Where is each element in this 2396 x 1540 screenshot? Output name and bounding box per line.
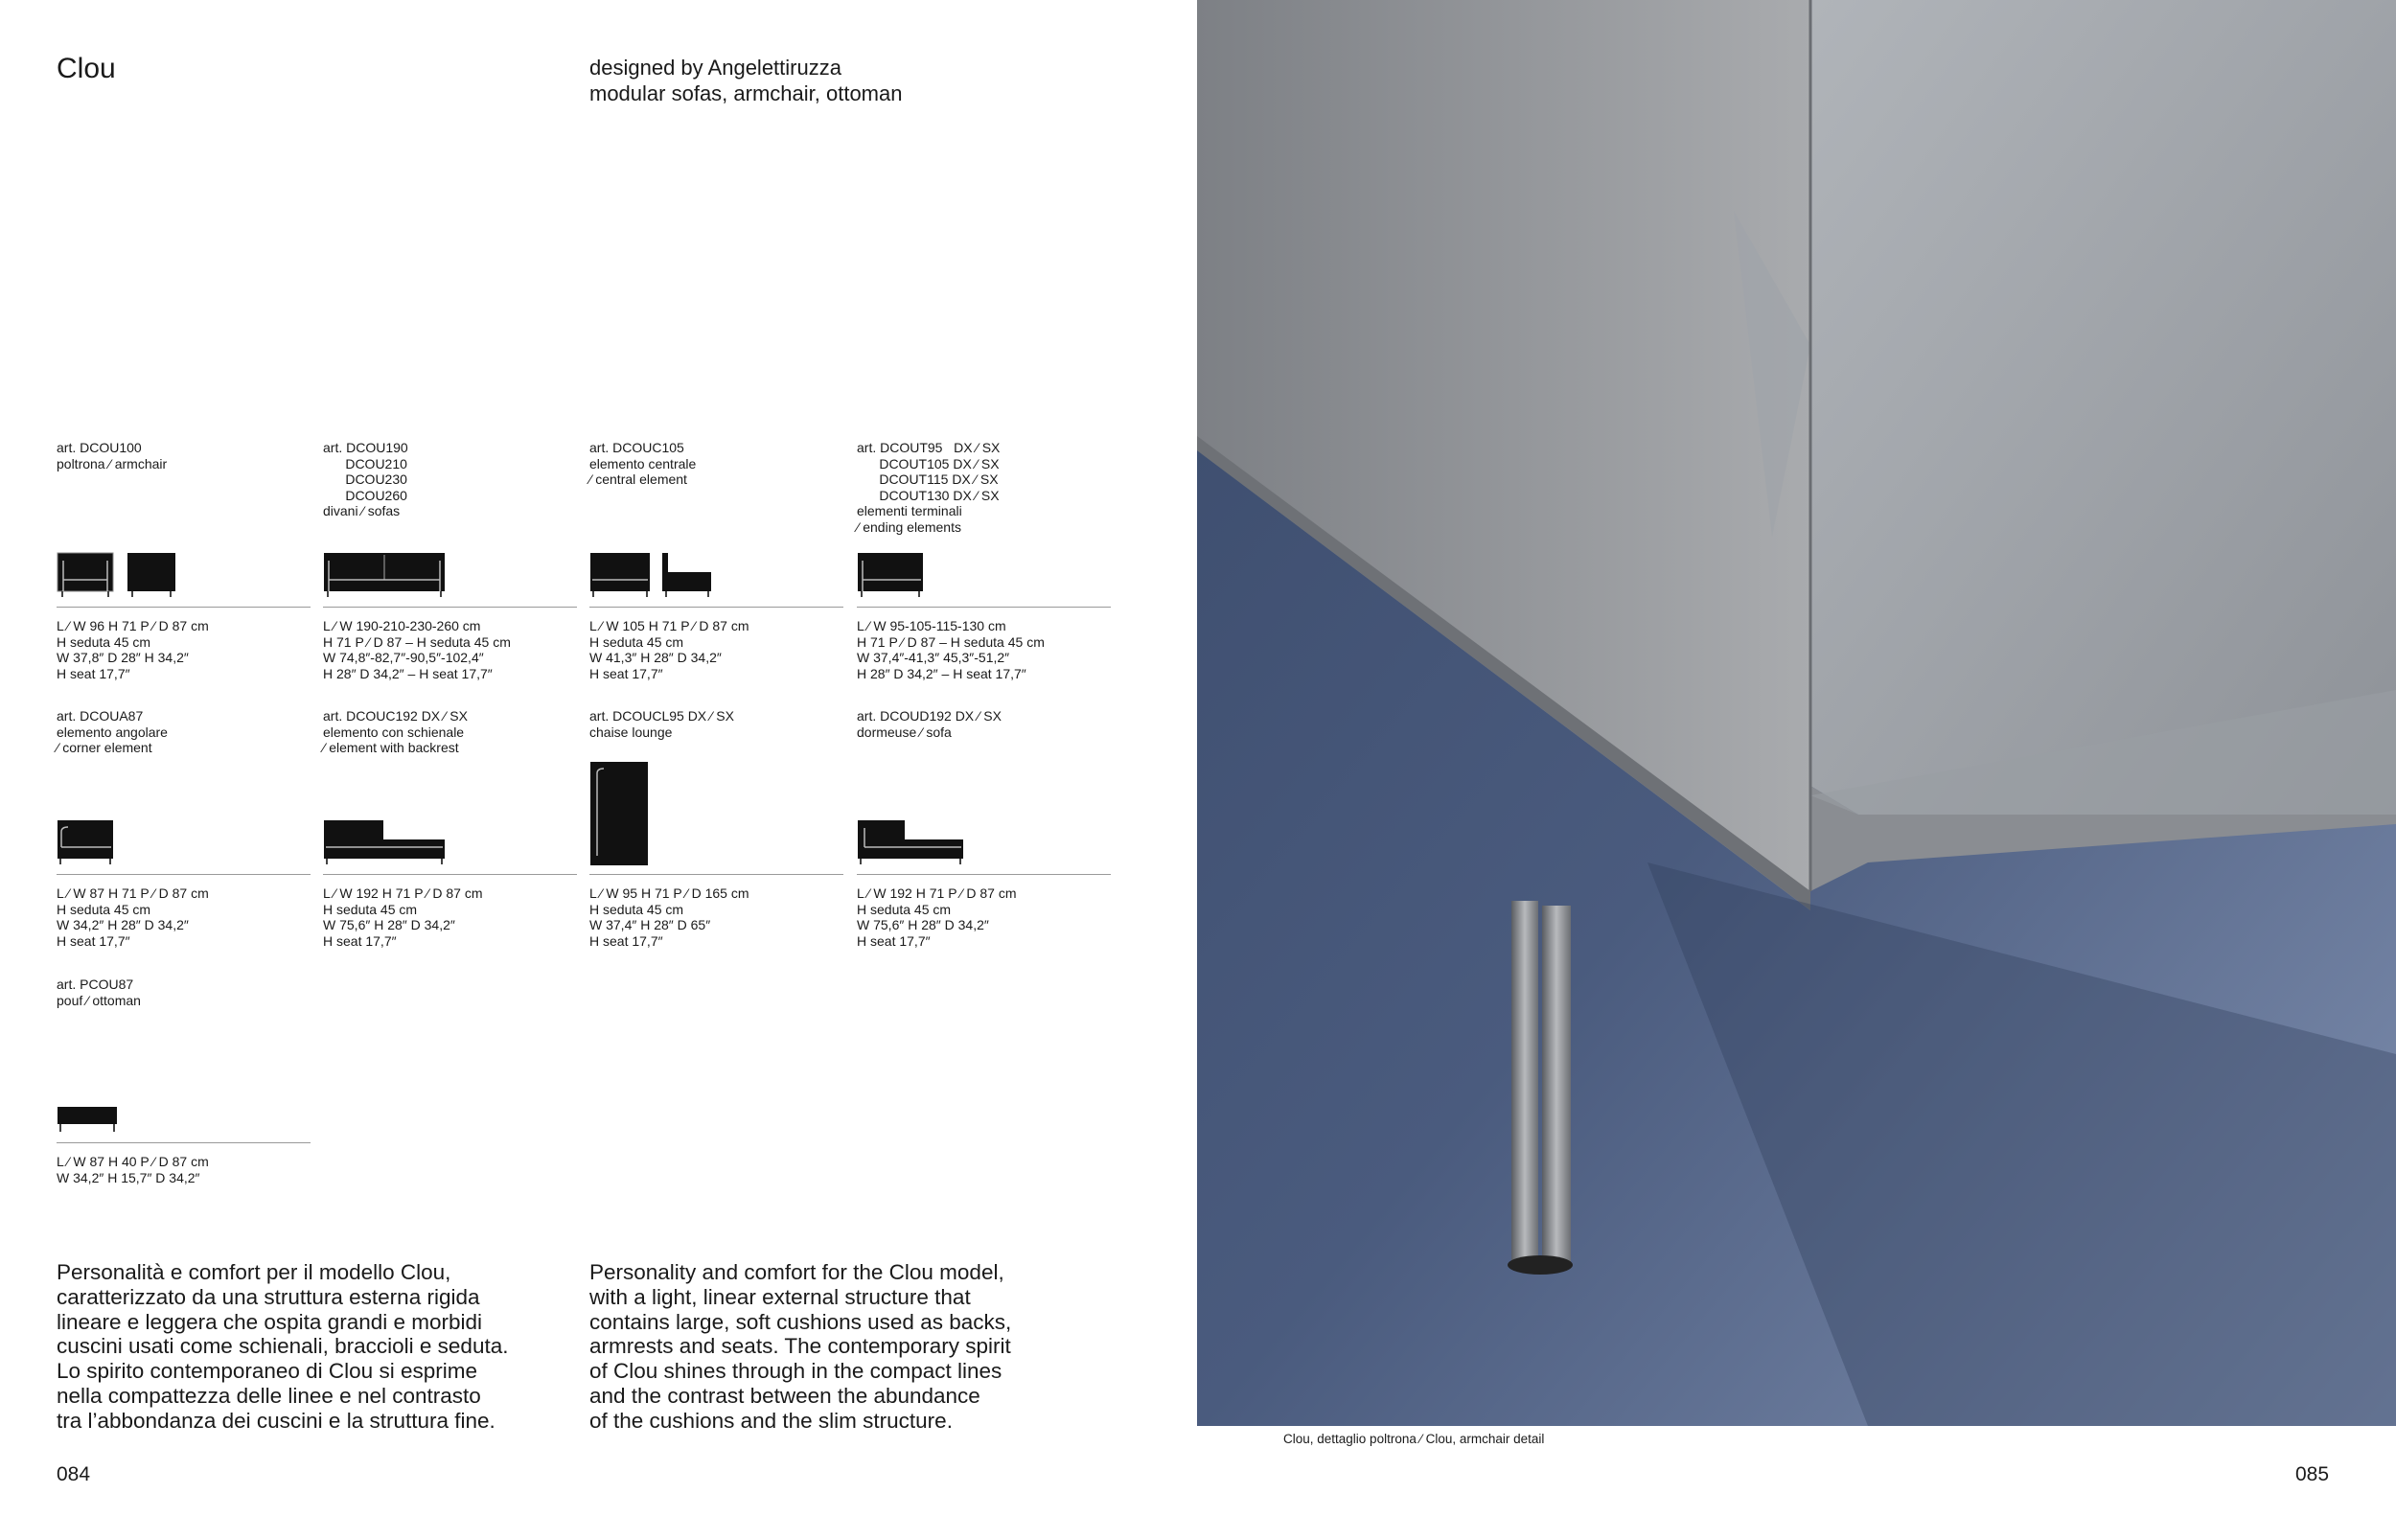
divider (323, 607, 577, 608)
product-head-dcoucl95: art. DCOUCL95 DX ⁄ SX chaise lounge (589, 708, 734, 740)
divider (589, 874, 843, 875)
product-dims-dcou100: L ⁄ W 96 H 71 P ⁄ D 87 cm H seduta 45 cm W 37,8″ D 28″ H 34,2″ H seat 17,7″ (57, 618, 209, 681)
ottoman-symbol (57, 1105, 124, 1143)
page-number-right: 085 (2295, 1463, 2330, 1485)
product-head-dcou100: art. DCOU100 poltrona ⁄ armchair (57, 440, 168, 471)
product-head-dcoua87: art. DCOUA87 elemento angolare ⁄ corner element (57, 708, 168, 756)
designer-credit: designed by Angelettiruzza modular sofas, armchair, ottoman (589, 56, 903, 105)
corner-element-symbol (57, 818, 124, 866)
divider (57, 874, 311, 875)
divider (857, 607, 1111, 608)
product-dims-dcout95: L ⁄ W 95-105-115-130 cm H 71 P ⁄ D 87 – H seduta 45 cm W 37,4″-41,3″ 45,3″-51,2″ H 28″ D 34,2″ – H seat 17,7″ (857, 618, 1045, 681)
armchair-detail-photo (1197, 0, 2396, 1426)
divider (857, 874, 1111, 875)
chaise-lounge-symbol (589, 760, 657, 870)
page-title: Clou (57, 53, 116, 84)
product-dims-dcoud192: L ⁄ W 192 H 71 P ⁄ D 87 cm H seduta 45 cm W 75,6″ H 28″ D 34,2″ H seat 17,7″ (857, 885, 1017, 949)
product-dims-dcouc105: L ⁄ W 105 H 71 P ⁄ D 87 cm H seduta 45 cm W 41,3″ H 28″ D 34,2″ H seat 17,7″ (589, 618, 749, 681)
sofa-symbol (323, 551, 448, 599)
product-dims-dcou190: L ⁄ W 190-210-230-260 cm H 71 P ⁄ D 87 – H seduta 45 cm W 74,8″-82,7″-90,5″-102,4″ H 28″ D 34,2″ – H seat 17,7″ (323, 618, 511, 681)
product-head-pcou87: art. PCOU87 pouf ⁄ ottoman (57, 977, 141, 1008)
product-dims-dcouc192: L ⁄ W 192 H 71 P ⁄ D 87 cm H seduta 45 cm W 75,6″ H 28″ D 34,2″ H seat 17,7″ (323, 885, 483, 949)
product-head-dcoud192: art. DCOUD192 DX ⁄ SX dormeuse ⁄ sofa (857, 708, 1002, 740)
armchair-symbol (57, 551, 181, 599)
photo-caption: Clou, dettaglio poltrona ⁄ Clou, armchair detail (1283, 1432, 1545, 1446)
product-head-dcout95: art. DCOUT95 DX ⁄ SX DCOUT105 DX ⁄ SX DCOUT115 DX ⁄ SX DCOUT130 DX ⁄ SX elementi terminali ⁄ ending elements (857, 440, 1001, 535)
product-dims-dcoua87: L ⁄ W 87 H 71 P ⁄ D 87 cm H seduta 45 cm W 34,2″ H 28″ D 34,2″ H seat 17,7″ (57, 885, 209, 949)
element-with-backrest-symbol (323, 818, 448, 866)
product-head-dcouc105: art. DCOUC105 elemento centrale ⁄ central element (589, 440, 697, 488)
product-head-dcou190: art. DCOU190 DCOU210 DCOU230 DCOU260 divani ⁄ sofas (323, 440, 408, 519)
divider (589, 607, 843, 608)
description-italian: Personalità e comfort per il modello Clou, caratterizzato da una struttura esterna rigida lineare e leggera che ospita grandi e morbidi cuscini usati come schienali, braccioli e seduta. Lo spirito contemporaneo di Clou si esprime nella compattezza delle linee e nel contrasto tra l’abbondanza dei cuscini e la struttura fine. (57, 1260, 509, 1433)
divider (57, 607, 311, 608)
ending-element-symbol (857, 551, 933, 599)
product-head-dcouc192: art. DCOUC192 DX ⁄ SX elemento con schienale ⁄ element with backrest (323, 708, 468, 756)
divider (323, 874, 577, 875)
central-element-symbol (589, 551, 714, 599)
dormeuse-symbol (857, 818, 972, 866)
page-number-left: 084 (57, 1463, 91, 1485)
description-english: Personality and comfort for the Clou model, with a light, linear external structure that contains large, soft cushions used as backs, armrests and seats. The contemporary spirit of Clou shines through in the compact lines and the contrast between the abundance of the cushions and the slim structure. (589, 1260, 1012, 1433)
product-dims-dcoucl95: L ⁄ W 95 H 71 P ⁄ D 165 cm H seduta 45 cm W 37,4″ H 28″ D 65″ H seat 17,7″ (589, 885, 749, 949)
divider (57, 1142, 311, 1143)
product-dims-pcou87: L ⁄ W 87 H 40 P ⁄ D 87 cm W 34,2″ H 15,7″ D 34,2″ (57, 1154, 209, 1185)
